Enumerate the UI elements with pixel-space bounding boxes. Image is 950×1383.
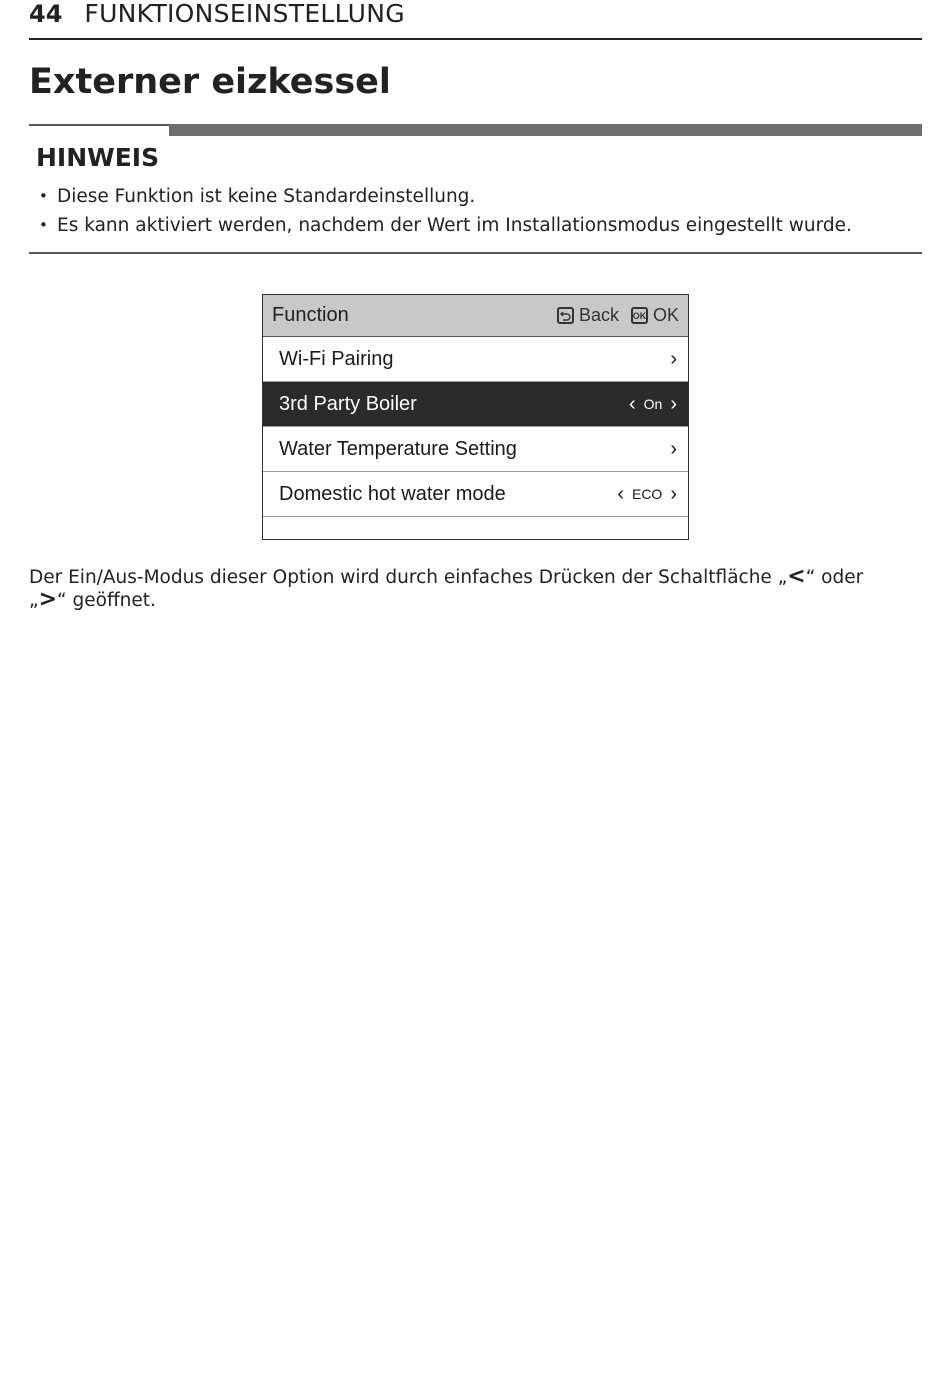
menu-item-label: 3rd Party Boiler	[279, 392, 417, 415]
menu-item-domestic-hot-water-mode[interactable]	[263, 472, 688, 517]
back-label: Back	[578, 305, 619, 325]
chevron-right-icon: ›	[670, 348, 677, 370]
body-text	[29, 566, 889, 612]
chevron-left-icon[interactable]: ‹	[628, 393, 636, 415]
note-divider-thin	[29, 124, 169, 126]
menu-item-label: Domestic hot water mode	[279, 482, 506, 505]
chevron-right-icon: ›	[670, 438, 677, 460]
body-text-start: Der Ein/Aus-Modus dieser Option wird durch einfaches Drücken der Schaltfläche „	[29, 567, 788, 588]
ok-key-icon: OK	[631, 307, 648, 324]
chapter-title: FUNKTIONSEINSTELLUNG	[84, 0, 405, 28]
menu-item-water-temperature-setting[interactable]	[263, 427, 688, 472]
chevron-right-icon[interactable]: ›	[670, 483, 677, 505]
menu-item-empty	[263, 517, 688, 539]
chevron-right-icon[interactable]: ›	[670, 393, 677, 415]
note-item: • Es kann aktiviert werden, nachdem der Wert im Installationsmodus eingestellt wurde.	[29, 211, 852, 240]
menu-item-label: Water Temperature Setting	[279, 437, 517, 460]
screen-header	[263, 295, 688, 337]
menu-item-3rd-party-boiler[interactable]	[263, 382, 688, 427]
note-item: • Diese Funktion ist keine Standardeinstellung.	[29, 182, 852, 211]
left-symbol: <	[787, 564, 806, 589]
chevron-left-icon[interactable]: ‹	[617, 483, 624, 505]
menu-item-value: On	[643, 396, 663, 412]
note-title: HINWEIS	[36, 143, 160, 172]
menu-item-value: ECO	[631, 486, 663, 502]
menu-item-label: Wi-Fi Pairing	[279, 347, 394, 370]
menu-item-wifi-pairing[interactable]	[263, 337, 688, 382]
ok-button[interactable]	[631, 305, 679, 326]
body-text-middle: “ oder „	[29, 567, 864, 611]
note-list	[29, 182, 852, 240]
back-button[interactable]	[557, 305, 619, 326]
page-number: 44	[29, 0, 63, 28]
ok-label: OK	[652, 305, 679, 325]
page-header	[29, 0, 922, 40]
note-box	[29, 124, 922, 254]
screen-title: Function	[272, 304, 349, 326]
right-symbol: >	[38, 587, 58, 612]
section-title: Externer eizkessel	[29, 62, 391, 102]
device-screen	[262, 294, 689, 540]
back-arrow-icon	[557, 307, 574, 324]
note-divider-thick	[169, 124, 922, 136]
body-text-end: “ geöffnet.	[57, 590, 156, 611]
